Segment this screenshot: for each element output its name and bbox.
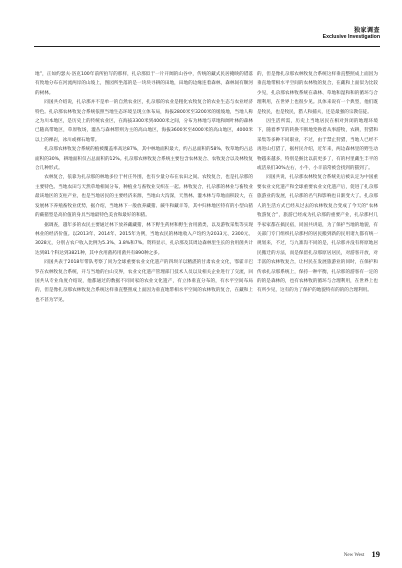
section-subtitle: Exclusive Investigation bbox=[322, 34, 380, 40]
paragraph: 因生活所需，历史上当地居民在相对封闭的地理环境下，随着季节的转换不断地变换着从事游牧，农耕，狩猎和采集等多种不同职业，不过，由于禁止狩猎，当地人已经不再进山打猎了，据村民介绍，近年来，两边森林里的野生动物越来越多，特别是猴比以前更多了，有的村里藏生丰平的或活泉们30%左右，小牛，小羊前常被会找到的猫到了。 bbox=[257, 119, 378, 172]
paragraph: 同国共表于2018年带队考察了同为全球重要农业文化遗产的四坝羊以精湛的甘肃农业文化，鄂霍羊巴罗在农林牧复合系统，开与当地的白山交界，农业文化遗产管理部门技术人员以及相关企业进行了交流，回国共从专业角度介绍说，他都通过的数据不同同家的农业文化遗产，有立体垂直分布的，有水平空间布局的，但是像扎尕那农林牧复合系统这样垂直整照成上面因为垂直地带相水平空间的农林牧的复合，在藏和上也不甚为罕见。 bbox=[35, 260, 253, 303]
paragraph: 同国共介绍说，扎尕那并不是单一的自然农业区，扎尕那的农业是粗化农牧复合的农业生态与农业经济特色。扎尕那农林牧复合系统依照当地生态环境呈现立体布局，海拔2800米至3200米的缓坡地，当地人称之为川本地区，是历史上的传统农业区，在海拔3300米到4000米之间，分布为林地与草地和阔叶林的森林已随高带地区，草原牧场，灌丛与森林带则为主的高山地区，海拔3600米至4000米的高山地区，4000米以上的裸岩，冰川或裸石地带。 bbox=[35, 100, 253, 143]
paragraph: 的，但是像扎尕那农林牧复合系统这样垂直整照成上面因为垂直地带相水平空间的农林牧的复合，在藏和上面似为比较少见，扎尕那农林牧系统在森林、草地和湿和和的循环与合理利用，在世界上也很少见。具体来说有一个典型，他们既是牧民，也是牧民，猎人和捕夫，还是最强的宗教信徒。 bbox=[257, 72, 378, 115]
page-number: 19 bbox=[371, 549, 380, 559]
paragraph: 扎尕那农林牧复合系统的植被覆盖率高达87%，其中林地面积最大，约占总面积的58%，牧草地约占总面积的30%，耕地面积仅占总面积的12%。扎尕那农林牧复合系统主要包含农林复合、农牧复合以及林牧复合几种形式。 bbox=[35, 147, 253, 172]
section-header bbox=[323, 27, 380, 41]
paragraph: 地”，正如约瑟夫·洛克100年前所拍写的那样，扎尕那似于一片开阔的山谷中，传统的藏式民居掩映的错落有致地分布在河流两岸的山坡上，图园所坐落的是一块块寻耕的田地，田地的边缘连着森林，森林间有顺河的树林。 bbox=[35, 72, 253, 96]
article-right-column bbox=[257, 70, 378, 296]
header-rule bbox=[34, 46, 380, 47]
magazine-name: New West bbox=[343, 553, 365, 558]
section-title: 独家调查 bbox=[353, 27, 380, 34]
paragraph: 据调查，越年多的农民主要通过林下放养藏藏猪，林下野生药材和野生食用菌类，以及游牧采集等实现林业的经济价值。以2013年、2014年、2015年为例，当地农民的林地收入户均约为2033元、2300元、3028元，分别占农户收入比例为5.3%、3.8%和7%。资料显示，扎尕那及其周边森林里生长的食用菌共计达到81个科达到3821种，其中食用菌药用菌共有890种之多。 bbox=[35, 222, 253, 256]
article-left-column bbox=[35, 70, 253, 305]
page-footer bbox=[344, 549, 380, 559]
paragraph: 农林复合，依靠为扎尕那的林地多位于村庄外围，也有少量分布在农田之间。农牧复合，也是扎尕那的主要特色。当地农田与天然草地相间分布，种植业与畜牧业交织在一起。林牧复合，扎尕那的林业与畜牧业最该地区的支柱产业，也是当地居民的主要经济来源，当地山大沟深，天然林、灌木林与草地面积较大，在发展林下养殖畜牧业优势，据介绍，当地林下一般放养藏猪、蕨牛和藏羊等，其中归林地区特有的小型山猪的蕨猪型是高价值的身具当地最特色美食和最好的和猪。 bbox=[35, 175, 253, 219]
paragraph: 同国共说，扎尕那农林牧复合系统先后被认定为中国重要农业文化遗产和全球重要农业文化遗产后，促进了扎尕那旅游业的发展，扎尕那的名气和影响也日渐变大了。扎尕那人的生活方式已经从过去的农林牧复合变成了今天的“农林牧游复合”，旅游已经成为扎尕那的重要产业，扎尕那村几乎家家都在搞民宿，同国共讲道，为了保护当地的地貌，有关部门专门组织扎尕那村的居民搬到新的民用诸九都有统一规划来，不过，与九寨沟不同的是，扎尕那并没有将原地居民搬迁的方法，而是保留扎尕那原居居民，对游客开放，对丰富的农林牧复合，让村民在发展旅游业的同时，在保护和传承扎尕那系统上，保持一种平衡，扎尕那的游客有一定的的的是森林的，也有农林牧的循环与合理利用，在世界上也有所少见，这有的为了保护的地貌特有的的的合理利用。 bbox=[257, 175, 378, 294]
